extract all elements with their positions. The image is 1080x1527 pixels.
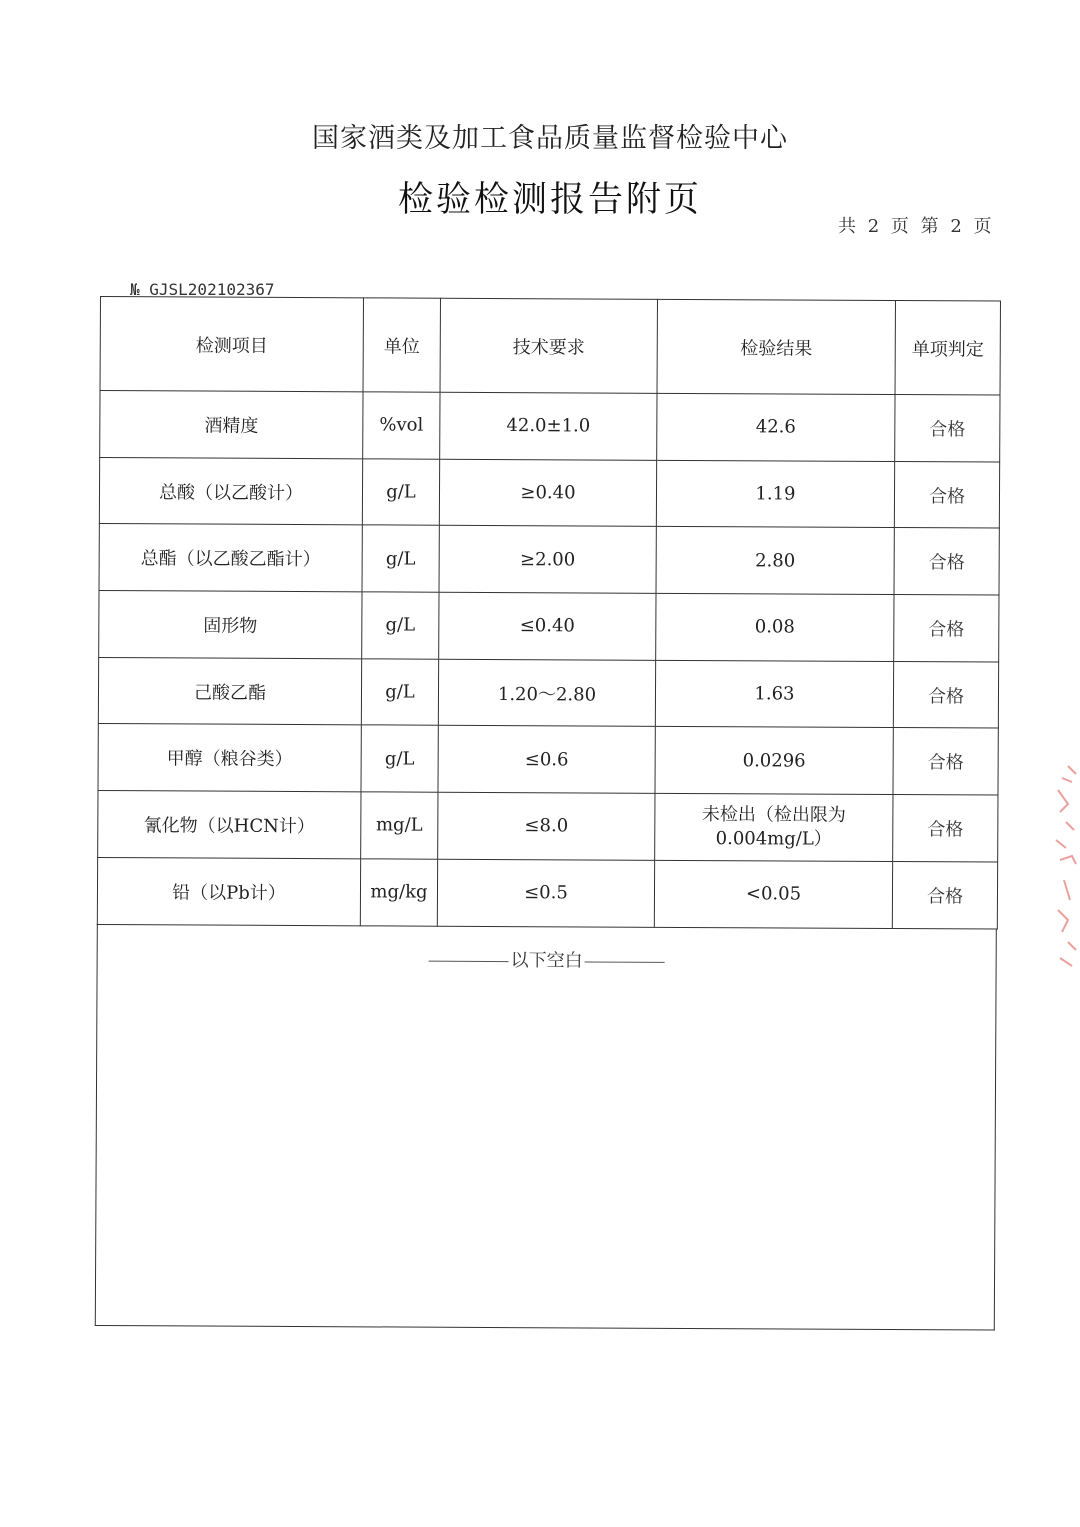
cell-unit: g/L [362,592,439,659]
cell-item: 总酯（以乙酸乙酯计） [99,524,362,592]
table-header-row [100,297,1000,396]
cell-unit: %vol [363,392,440,459]
cell-judgment: 合格 [892,861,997,928]
table-row [98,724,998,795]
table-row [100,391,1000,462]
cell-item: 固形物 [99,591,362,659]
cell-result: 2.80 [656,527,894,595]
cell-requirement: ≥2.00 [439,526,656,594]
dash-right [585,961,665,962]
cell-item: 铅（以Pb计） [97,857,360,925]
page-info: 共 2 页 第 2 页 [838,216,992,237]
cell-unit: g/L [361,659,438,726]
cell-judgment: 合格 [894,528,999,595]
header-result: 检验结果 [657,299,895,394]
seal-stamp-fragment [1046,760,1080,972]
dash-left [429,960,509,961]
header-unit: 单位 [363,298,440,392]
cell-result: <0.05 [654,860,892,928]
cell-judgment: 合格 [895,395,1000,462]
cell-judgment: 合格 [893,795,998,862]
cell-item: 氰化物（以HCN计） [98,791,361,859]
table-row [99,524,999,595]
table-row [97,857,997,928]
cell-result: 未检出（检出限为 0.004mg/L） [655,793,893,861]
cell-result: 42.6 [657,393,895,461]
cell-result: 0.0296 [655,727,893,795]
cell-requirement: ≤0.6 [438,726,655,794]
results-frame [95,296,1000,1331]
cell-requirement: ≤0.5 [437,859,654,927]
table-row [98,791,998,862]
report-number: № GJSL202102367 [130,280,275,299]
table-row [98,657,998,728]
cell-requirement: 42.0±1.0 [440,392,657,460]
organization-name: 国家酒类及加工食品质量监督检验中心 [312,123,788,154]
cell-result: 1.63 [655,660,893,728]
cell-unit: g/L [362,525,439,592]
cell-unit: mg/L [361,792,438,859]
header-test-item: 检测项目 [100,297,363,392]
blank-area [95,924,997,1331]
table-row [99,457,999,528]
cell-result: 1.19 [656,460,894,528]
cell-item: 己酸乙酯 [98,657,361,725]
cell-unit: g/L [362,459,439,526]
cell-judgment: 合格 [893,728,998,795]
blank-note-line [98,944,996,975]
table-row [99,591,999,662]
report-title: 检验检测报告附页 [397,180,702,220]
cell-unit: mg/kg [360,859,437,926]
cell-judgment: 合格 [894,461,999,528]
cell-result: 0.08 [656,593,894,661]
header-requirement: 技术要求 [440,298,657,393]
cell-judgment: 合格 [893,661,998,728]
cell-requirement: ≥0.40 [439,459,656,527]
cell-requirement: ≤0.40 [439,592,656,660]
cell-item: 酒精度 [100,391,363,459]
cell-judgment: 合格 [894,595,999,662]
cell-item: 甲醇（粮谷类） [98,724,361,792]
blank-note: 以下空白 [510,950,583,972]
cell-unit: g/L [361,725,438,792]
cell-requirement: 1.20～2.80 [438,659,655,727]
results-table [97,296,1001,929]
cell-item: 总酸（以乙酸计） [99,457,362,525]
cell-requirement: ≤8.0 [438,792,655,860]
header-judgment: 单项判定 [895,301,1000,396]
